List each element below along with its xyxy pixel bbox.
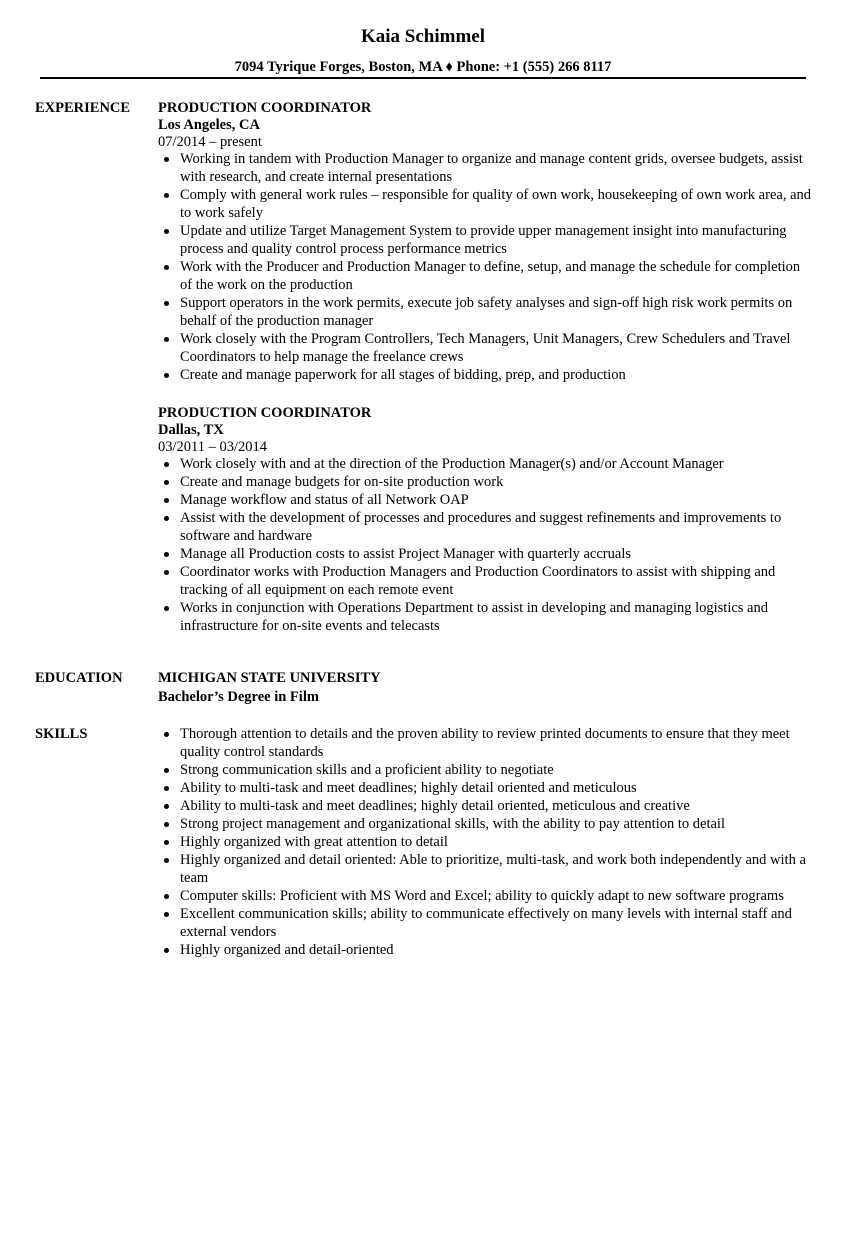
education-entry xyxy=(158,669,813,707)
job-bullets xyxy=(158,455,813,635)
header-divider xyxy=(40,77,806,79)
bullet-icon xyxy=(164,337,169,342)
bullet-text: Manage workflow and status of all Network OAP xyxy=(180,492,469,508)
bullet-icon xyxy=(164,858,169,863)
list-item xyxy=(158,761,813,779)
list-item xyxy=(158,330,813,366)
bullet-icon xyxy=(164,912,169,917)
bullet-text: Work with the Producer and Production Manager to define, setup, and manage the schedule for completion of the work on the production xyxy=(180,259,801,293)
education-heading: EDUCATION xyxy=(35,670,123,686)
skill-text: Ability to multi-task and meet deadlines; highly detail oriented and meticulous xyxy=(180,780,637,796)
list-item xyxy=(158,366,813,384)
skills-entry xyxy=(158,725,813,959)
list-item xyxy=(158,797,813,815)
list-item xyxy=(158,779,813,797)
bullet-icon xyxy=(164,732,169,737)
bullet-icon xyxy=(164,462,169,467)
job-entry xyxy=(158,404,813,635)
job-title: PRODUCTION COORDINATOR xyxy=(158,405,372,421)
experience-heading: EXPERIENCE xyxy=(35,100,131,116)
list-item xyxy=(158,455,813,473)
job-location: Dallas, TX xyxy=(158,422,224,438)
bullet-icon xyxy=(164,804,169,809)
list-item xyxy=(158,815,813,833)
bullet-icon xyxy=(164,265,169,270)
bullet-text: Update and utilize Target Management System to provide upper management insight into manufacturing process and quality control process performance metrics xyxy=(180,223,787,257)
list-item xyxy=(158,509,813,545)
bullet-text: Support operators in the work permits, execute job safety analyses and sign-off high risk work permits on behalf of the production manager xyxy=(180,295,793,329)
list-item xyxy=(158,294,813,330)
bullet-icon xyxy=(164,301,169,306)
job-bullets xyxy=(158,150,813,384)
bullet-text: Work closely with the Program Controllers, Tech Managers, Unit Managers, Crew Schedulers and Travel Coordinators to help manage the freelance crews xyxy=(180,331,791,365)
bullet-text: Assist with the development of processes and procedures and suggest refinements and improvements to software and hardware xyxy=(180,510,782,544)
bullet-text: Manage all Production costs to assist Project Manager with quarterly accruals xyxy=(180,546,631,562)
bullet-icon xyxy=(164,786,169,791)
bullet-icon xyxy=(164,498,169,503)
bullet-icon xyxy=(164,480,169,485)
skill-text: Highly organized and detail oriented: Able to prioritize, multi-task, and work both independently and with a team xyxy=(180,852,806,886)
skill-text: Excellent communication skills; ability to communicate effectively on many levels with internal staff and external vendors xyxy=(180,906,792,940)
list-item xyxy=(158,887,813,905)
bullet-icon xyxy=(164,373,169,378)
bullet-text: Create and manage paperwork for all stages of bidding, prep, and production xyxy=(180,367,626,383)
list-item xyxy=(158,150,813,186)
bullet-text: Comply with general work rules – responsible for quality of own work, housekeeping of own work area, and to work safely xyxy=(180,187,812,221)
job-location: Los Angeles, CA xyxy=(158,117,260,133)
list-item xyxy=(158,599,813,635)
bullet-icon xyxy=(164,229,169,234)
job-title: PRODUCTION COORDINATOR xyxy=(158,100,372,116)
list-item xyxy=(158,941,813,959)
skill-text: Strong project management and organizational skills, with the ability to pay attention to detail xyxy=(180,816,725,832)
list-item xyxy=(158,473,813,491)
bullet-text: Work closely with and at the direction of the Production Manager(s) and/or Account Manager xyxy=(180,456,724,472)
bullet-icon xyxy=(164,516,169,521)
skill-text: Ability to multi-task and meet deadlines; highly detail oriented, meticulous and creative xyxy=(180,798,690,814)
list-item xyxy=(158,186,813,222)
list-item xyxy=(158,905,813,941)
skills-heading: SKILLS xyxy=(35,726,88,742)
job-dates: 03/2011 – 03/2014 xyxy=(158,439,268,455)
degree: Bachelor’s Degree in Film xyxy=(158,689,319,705)
skill-text: Highly organized and detail-oriented xyxy=(180,942,394,958)
skill-text: Thorough attention to details and the proven ability to review printed documents to ensure that they meet quality control standards xyxy=(180,726,790,760)
bullet-text: Working in tandem with Production Manager to organize and manage content grids, oversee budgets, assist with research, and create internal presentations xyxy=(180,151,803,185)
skill-text: Highly organized with great attention to detail xyxy=(180,834,448,850)
skill-text: Computer skills: Proficient with MS Word and Excel; ability to quickly adapt to new software programs xyxy=(180,888,784,904)
experience-list xyxy=(158,99,813,655)
job-entry xyxy=(158,99,813,384)
bullet-text: Create and manage budgets for on-site production work xyxy=(180,474,504,490)
list-item xyxy=(158,545,813,563)
resume-name: Kaia Schimmel xyxy=(360,26,486,47)
school-name: MICHIGAN STATE UNIVERSITY xyxy=(158,670,381,686)
bullet-icon xyxy=(164,606,169,611)
bullet-icon xyxy=(164,840,169,845)
bullet-icon xyxy=(164,768,169,773)
bullet-text: Coordinator works with Production Managers and Production Coordinators to assist with shipping and tracking of all equipment on each remote event xyxy=(180,564,776,598)
skills-list xyxy=(158,725,813,959)
bullet-text: Works in conjunction with Operations Department to assist in developing and managing logistics and infrastructure for on-site events and telecasts xyxy=(180,600,768,634)
bullet-icon xyxy=(164,157,169,162)
list-item xyxy=(158,222,813,258)
list-item xyxy=(158,833,813,851)
bullet-icon xyxy=(164,948,169,953)
bullet-icon xyxy=(164,894,169,899)
list-item xyxy=(158,563,813,599)
list-item xyxy=(158,491,813,509)
list-item xyxy=(158,258,813,294)
list-item xyxy=(158,725,813,761)
job-dates: 07/2014 – present xyxy=(158,134,262,150)
skill-text: Strong communication skills and a proficient ability to negotiate xyxy=(180,762,554,778)
bullet-icon xyxy=(164,570,169,575)
bullet-icon xyxy=(164,193,169,198)
bullet-icon xyxy=(164,822,169,827)
list-item xyxy=(158,851,813,887)
contact-line: 7094 Tyrique Forges, Boston, MA ♦ Phone: +1 (555) 266 8117 xyxy=(234,59,612,75)
bullet-icon xyxy=(164,552,169,557)
